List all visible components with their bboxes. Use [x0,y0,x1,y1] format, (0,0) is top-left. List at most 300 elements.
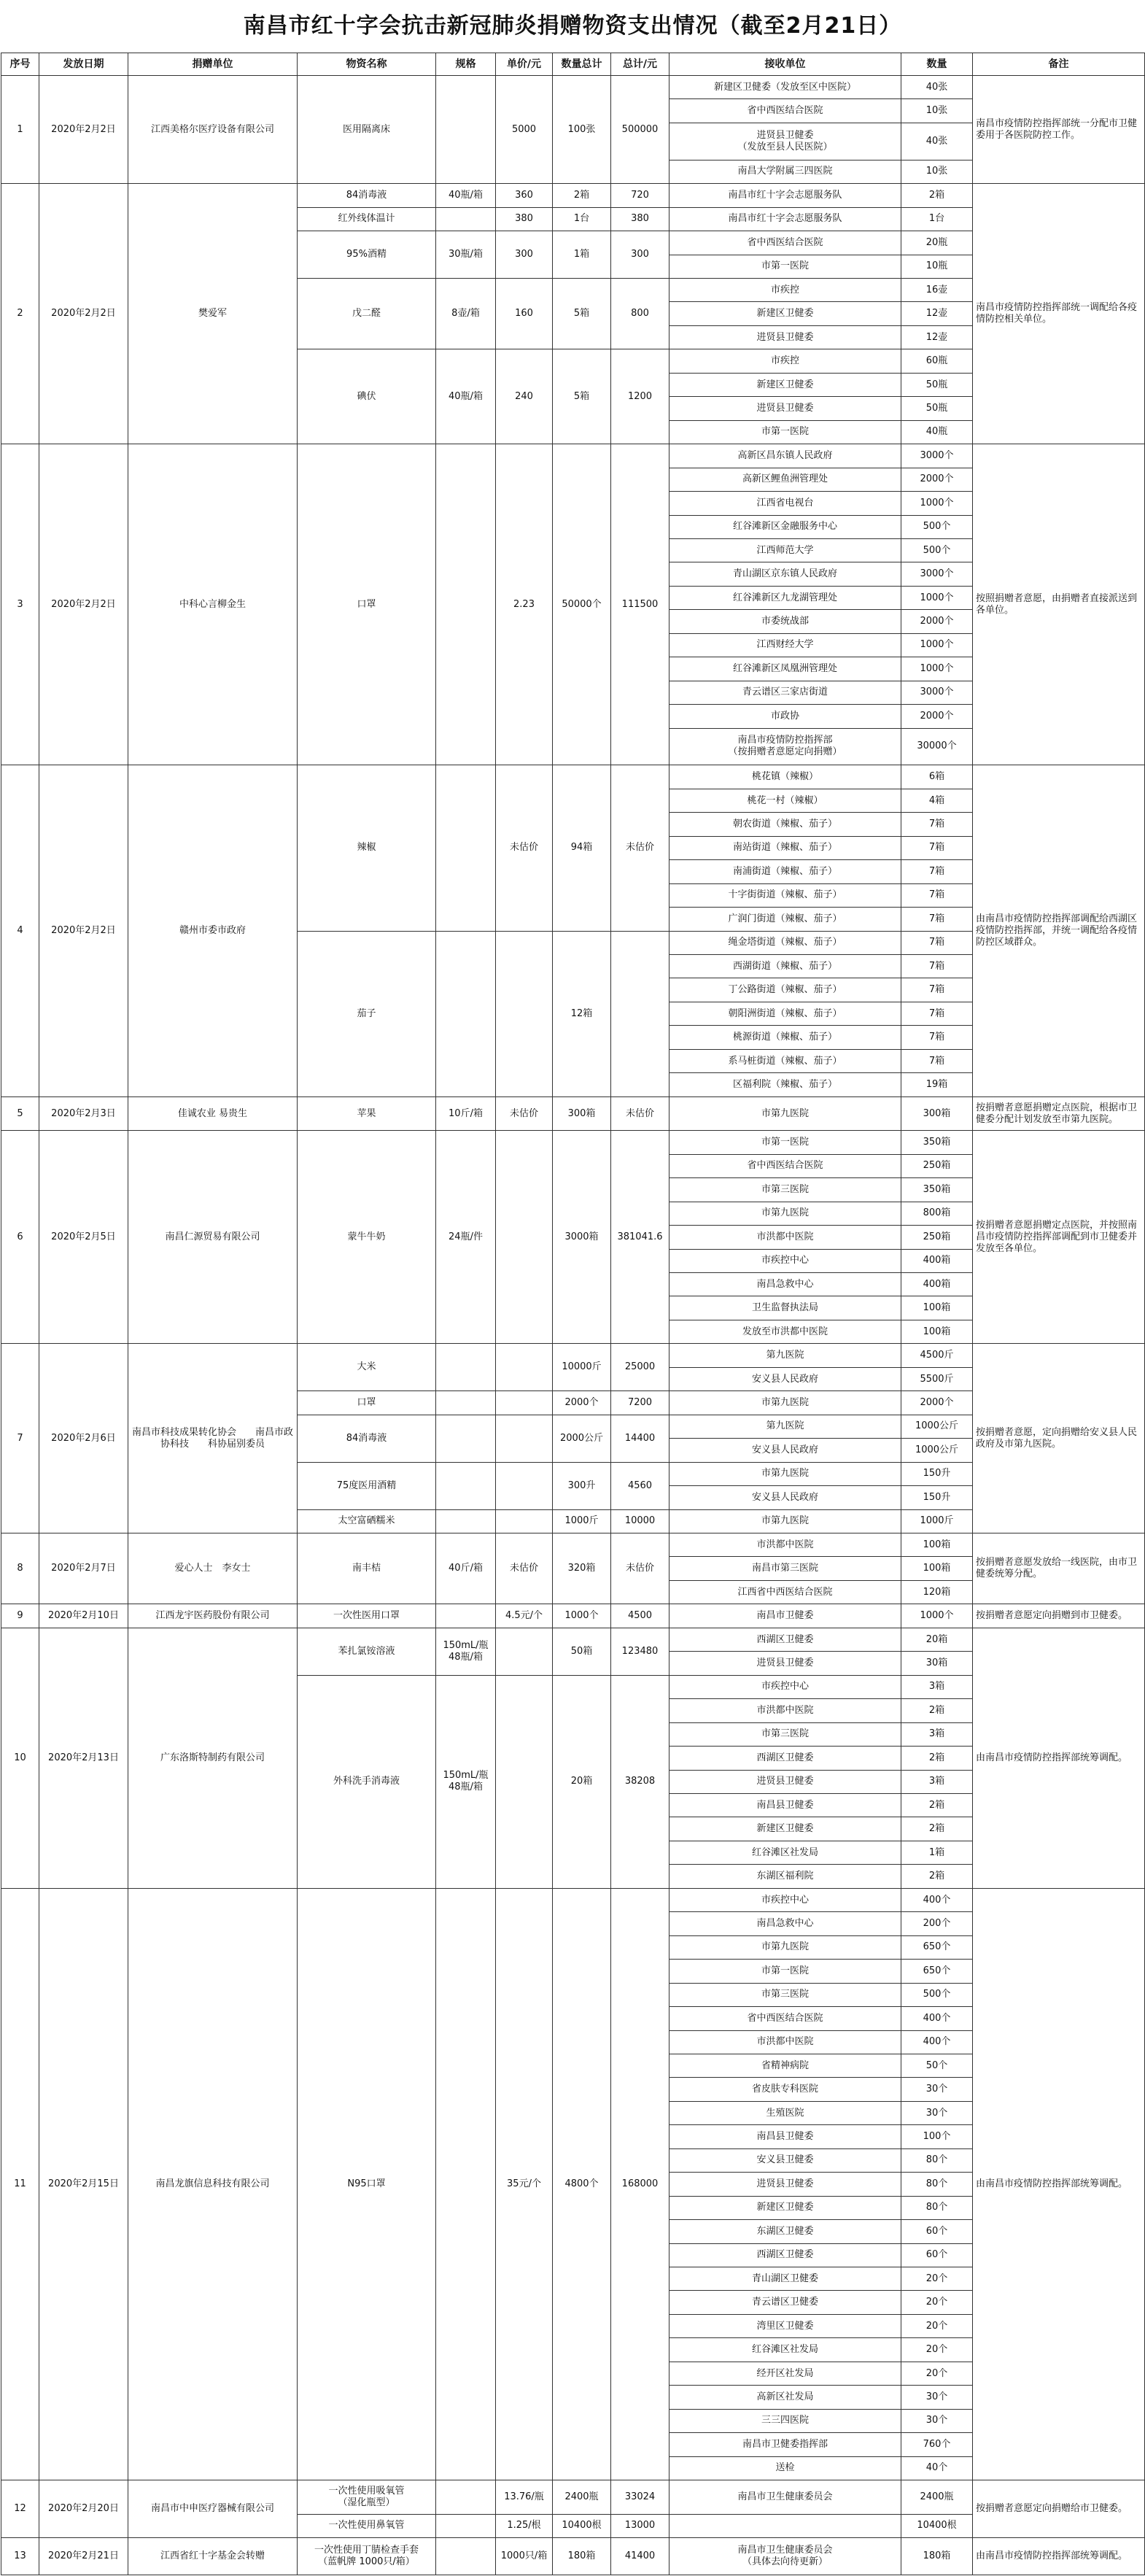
recipient-cell: 市政协 [669,705,901,728]
total-amount-cell: 1200 [611,349,669,444]
recipient-cell: 市第三医院 [669,1178,901,1202]
header-cell: 发放日期 [39,53,128,76]
total-amount-cell: 13000 [611,2514,669,2537]
unit-price-cell: 2.23 [496,444,553,765]
recipient-quantity-cell: 7箱 [901,883,973,907]
material-name-cell: 南丰桔 [298,1533,436,1604]
recipient-cell: 市洪都中医院 [669,1533,901,1556]
table-row [1,1604,1145,1628]
recipient-cell: 系马桩街道（辣椒、茄子） [669,1049,901,1072]
recipient-cell: 桃花一村（辣椒） [669,789,901,812]
recipient-cell: 南昌市卫生健康委员会 [669,2480,901,2515]
row-number-cell: 11 [1,1888,39,2480]
recipient-quantity-cell: 12壶 [901,302,973,325]
recipient-quantity-cell: 20瓶 [901,231,973,255]
material-name-cell: 太空富硒糯米 [298,1509,436,1533]
remark-cell: 按照捐赠者意愿，由捐赠者直接派送到各单位。 [973,444,1145,765]
total-quantity-cell: 100张 [553,76,611,184]
total-quantity-cell: 94箱 [553,765,611,931]
spec-cell: 40瓶/箱 [436,349,496,444]
row-number-cell: 13 [1,2538,39,2575]
remark-cell: 按捐赠者意愿捐赠定点医院，根据市卫健委分配计划发放至市第九医院。 [973,1096,1145,1131]
recipient-quantity-cell: 7箱 [901,1026,973,1049]
recipient-quantity-cell: 500个 [901,515,973,538]
recipient-quantity-cell: 100箱 [901,1557,973,1580]
unit-price-cell [496,1415,553,1462]
material-name-cell: 辣椒 [298,765,436,931]
recipient-quantity-cell: 2000个 [901,1391,973,1415]
material-name-cell: 苹果 [298,1096,436,1131]
recipient-cell: 南昌县卫健委 [669,2125,901,2148]
total-quantity-cell: 10000斤 [553,1344,611,1391]
total-quantity-cell: 2400瓶 [553,2480,611,2515]
recipient-quantity-cell: 100箱 [901,1533,973,1556]
total-quantity-cell: 20箱 [553,1675,611,1888]
recipient-cell: 进贤县卫健委 [669,325,901,349]
donor-cell: 爱心人士 李女士 [128,1533,298,1604]
recipient-quantity-cell: 2箱 [901,1817,973,1841]
total-amount-cell: 111500 [611,444,669,765]
spec-cell [436,1344,496,1391]
unit-price-cell: 未估价 [496,765,553,931]
header-cell: 总计/元 [611,53,669,76]
total-quantity-cell: 300箱 [553,1096,611,1131]
recipient-cell: 进贤县卫健委 [669,1652,901,1675]
recipient-quantity-cell: 40张 [901,76,973,99]
recipient-quantity-cell: 30000个 [901,728,973,765]
recipient-quantity-cell: 7箱 [901,931,973,954]
recipient-cell: 市疾控中心 [669,1249,901,1272]
recipient-cell: 新建区卫健委 [669,302,901,325]
table-row [1,1131,1145,1154]
recipient-quantity-cell: 30个 [901,2078,973,2101]
total-quantity-cell: 3000箱 [553,1131,611,1344]
recipient-cell: 进贤县卫健委 [669,1770,901,1793]
recipient-cell: 红谷滩新区九龙湖管理处 [669,586,901,609]
recipient-cell: 市第九医院 [669,1391,901,1415]
donor-cell: 佳诚农业 易贵生 [128,1096,298,1131]
recipient-cell: 绳金塔街道（辣椒、茄子） [669,931,901,954]
issue-date-cell: 2020年2月13日 [39,1628,128,1888]
spec-cell [436,444,496,765]
recipient-cell: 南昌市第三医院 [669,1557,901,1580]
table-body [1,76,1145,2575]
recipient-cell: 湾里区卫健委 [669,2314,901,2337]
recipient-quantity-cell: 40瓶 [901,420,973,444]
unit-price-cell [496,1344,553,1391]
recipient-cell: 市第一医院 [669,1131,901,1154]
issue-date-cell: 2020年2月2日 [39,184,128,444]
spec-cell [436,1415,496,1462]
total-amount-cell: 380 [611,207,669,231]
recipient-cell: 青云谱区卫健委 [669,2291,901,2314]
recipient-cell: 十字街街道（辣椒、茄子） [669,883,901,907]
table-row [1,1533,1145,1556]
unit-price-cell [496,1675,553,1888]
recipient-cell: 市第三医院 [669,1722,901,1746]
spec-cell [436,765,496,931]
recipient-cell: 南昌县卫健委 [669,1793,901,1817]
donation-table [1,53,1145,2575]
recipient-cell: 省中西医结合医院 [669,231,901,255]
total-quantity-cell: 180箱 [553,2538,611,2575]
recipient-cell: 市疾控 [669,349,901,373]
recipient-quantity-cell: 3箱 [901,1722,973,1746]
recipient-quantity-cell: 5500斤 [901,1367,973,1391]
remark-cell: 按捐赠者意愿定向捐赠给市卫健委。 [973,2480,1145,2538]
issue-date-cell: 2020年2月3日 [39,1096,128,1131]
issue-date-cell: 2020年2月6日 [39,1344,128,1533]
material-name-cell: N95口罩 [298,1888,436,2480]
recipient-quantity-cell: 2箱 [901,1793,973,1817]
material-name-cell: 茄子 [298,931,436,1096]
recipient-quantity-cell: 7箱 [901,955,973,978]
table-row [1,2538,1145,2575]
material-name-cell: 外科洗手消毒液 [298,1675,436,1888]
material-name-cell: 医用隔离床 [298,76,436,184]
recipient-quantity-cell: 2箱 [901,1865,973,1888]
recipient-quantity-cell: 100箱 [901,1320,973,1343]
recipient-quantity-cell: 400个 [901,2030,973,2054]
recipient-quantity-cell: 10瓶 [901,255,973,278]
recipient-cell: 进贤县卫健委 [669,397,901,420]
recipient-quantity-cell: 20个 [901,2362,973,2385]
recipient-quantity-cell: 50瓶 [901,373,973,396]
recipient-quantity-cell: 16壶 [901,278,973,301]
unit-price-cell [496,1509,553,1533]
recipient-cell: 朝农街道（辣椒、茄子） [669,813,901,836]
table-header-row [1,53,1145,76]
total-quantity-cell: 50箱 [553,1628,611,1675]
header-cell: 规格 [436,53,496,76]
recipient-quantity-cell: 760个 [901,2433,973,2456]
recipient-quantity-cell: 30箱 [901,1652,973,1675]
recipient-cell: 安义县人民政府 [669,1367,901,1391]
header-cell: 序号 [1,53,39,76]
total-amount-cell: 168000 [611,1888,669,2480]
issue-date-cell: 2020年2月7日 [39,1533,128,1604]
recipient-quantity-cell: 6箱 [901,765,973,789]
recipient-cell: 生殖医院 [669,2101,901,2124]
total-amount-cell [611,931,669,1096]
total-amount-cell: 800 [611,278,669,349]
total-amount-cell: 未估价 [611,1533,669,1604]
table-row [1,765,1145,789]
recipient-cell: 市洪都中医院 [669,2030,901,2054]
recipient-cell: 市疾控中心 [669,1675,901,1698]
donor-cell: 江西省红十字基金会转赠 [128,2538,298,2575]
material-name-cell: 蒙牛牛奶 [298,1131,436,1344]
total-quantity-cell: 1000斤 [553,1509,611,1533]
material-name-cell: 戊二醛 [298,278,436,349]
table-row [1,2480,1145,2515]
recipient-quantity-cell: 180箱 [901,2538,973,2575]
unit-price-cell: 1000只/箱 [496,2538,553,2575]
recipient-quantity-cell: 60瓶 [901,349,973,373]
recipient-quantity-cell: 7箱 [901,1002,973,1025]
recipient-cell: 东湖区卫健委 [669,2220,901,2243]
recipient-quantity-cell: 20个 [901,2314,973,2337]
recipient-quantity-cell: 1000个 [901,586,973,609]
total-quantity-cell: 10400根 [553,2514,611,2537]
spec-cell [436,76,496,184]
recipient-cell: 市第三医院 [669,1983,901,2006]
recipient-quantity-cell: 80个 [901,2173,973,2196]
donor-cell: 樊爱军 [128,184,298,444]
recipient-cell: 进贤县卫健委 （发放至县人民医院） [669,123,901,160]
recipient-quantity-cell: 7箱 [901,978,973,1002]
spec-cell [436,207,496,231]
issue-date-cell: 2020年2月2日 [39,76,128,184]
recipient-quantity-cell: 2箱 [901,1747,973,1770]
total-quantity-cell: 5箱 [553,278,611,349]
total-amount-cell: 14400 [611,1415,669,1462]
total-quantity-cell: 2000个 [553,1391,611,1415]
row-number-cell: 4 [1,765,39,1096]
unit-price-cell [496,1131,553,1344]
spec-cell [436,2538,496,2575]
recipient-cell: 红谷滩新区金融服务中心 [669,515,901,538]
donor-cell: 南昌市科技成果转化协会 南昌市政协科技 科协届别委员 [128,1344,298,1533]
table-row [1,444,1145,468]
remark-cell: 南昌市疫情防控指挥部统一分配市卫健委用于各医院防控工作。 [973,76,1145,184]
recipient-cell: 市委统战部 [669,610,901,633]
spec-cell [436,1391,496,1415]
recipient-cell: 三三四医院 [669,2409,901,2432]
spec-cell [436,1509,496,1533]
recipient-cell: 南昌急救中心 [669,1273,901,1296]
material-name-cell: 一次性使用吸氧管 （湿化瓶型） [298,2480,436,2515]
recipient-cell: 安义县人民政府 [669,1439,901,1462]
recipient-quantity-cell: 2000个 [901,610,973,633]
recipient-cell: 南昌急救中心 [669,1912,901,1935]
spec-cell [436,2480,496,2515]
total-amount-cell: 25000 [611,1344,669,1391]
row-number-cell: 6 [1,1131,39,1344]
recipient-cell: 市第九医院 [669,1202,901,1225]
row-number-cell: 7 [1,1344,39,1533]
recipient-quantity-cell: 400箱 [901,1273,973,1296]
total-amount-cell: 33024 [611,2480,669,2515]
recipient-quantity-cell: 20个 [901,2267,973,2291]
recipient-quantity-cell: 150升 [901,1462,973,1485]
recipient-quantity-cell: 19箱 [901,1073,973,1096]
recipient-quantity-cell: 1台 [901,207,973,231]
row-number-cell: 2 [1,184,39,444]
recipient-quantity-cell: 1000斤 [901,1509,973,1533]
donor-cell: 南昌龙旗信息科技有限公司 [128,1888,298,2480]
recipient-quantity-cell: 800箱 [901,1202,973,1225]
unit-price-cell: 4.5元/个 [496,1604,553,1628]
material-name-cell: 口罩 [298,1391,436,1415]
recipient-quantity-cell: 30个 [901,2386,973,2409]
total-amount-cell: 720 [611,184,669,207]
spec-cell: 150mL/瓶 48瓶/箱 [436,1675,496,1888]
recipient-quantity-cell: 350箱 [901,1131,973,1154]
recipient-quantity-cell: 650个 [901,1935,973,1959]
header-cell: 单价/元 [496,53,553,76]
recipient-cell: 市第九医院 [669,1096,901,1131]
recipient-quantity-cell: 7箱 [901,813,973,836]
recipient-cell: 第九医院 [669,1415,901,1438]
total-quantity-cell: 2箱 [553,184,611,207]
recipient-quantity-cell: 20个 [901,2338,973,2362]
spec-cell [436,1604,496,1628]
material-name-cell: 84消毒液 [298,184,436,207]
unit-price-cell [496,1391,553,1415]
recipient-quantity-cell: 1000公斤 [901,1415,973,1438]
recipient-quantity-cell: 2000个 [901,705,973,728]
issue-date-cell: 2020年2月10日 [39,1604,128,1628]
donor-cell: 南昌仁源贸易有限公司 [128,1131,298,1344]
spec-cell: 24瓶/件 [436,1131,496,1344]
issue-date-cell: 2020年2月2日 [39,444,128,765]
recipient-cell: 南浦街道（辣椒、茄子） [669,860,901,883]
recipient-cell: 市疾控 [669,278,901,301]
recipient-cell: 南昌市红十字会志愿服务队 [669,207,901,231]
remark-cell: 按捐赠者意愿定向捐赠到市卫健委。 [973,1604,1145,1628]
total-quantity-cell: 1000个 [553,1604,611,1628]
recipient-quantity-cell: 300箱 [901,1096,973,1131]
issue-date-cell: 2020年2月15日 [39,1888,128,2480]
recipient-quantity-cell: 250箱 [901,1226,973,1249]
material-name-cell: 一次性医用口罩 [298,1604,436,1628]
recipient-quantity-cell: 60个 [901,2243,973,2267]
spec-cell: 40瓶/箱 [436,184,496,207]
recipient-quantity-cell: 3000个 [901,562,973,586]
recipient-cell: 青山湖区卫健委 [669,2267,901,2291]
material-name-cell: 大米 [298,1344,436,1391]
recipient-quantity-cell: 80个 [901,2196,973,2219]
recipient-cell: 市疾控中心 [669,1888,901,1911]
recipient-quantity-cell: 30个 [901,2409,973,2432]
recipient-quantity-cell: 7箱 [901,1049,973,1072]
issue-date-cell: 2020年2月2日 [39,765,128,1096]
unit-price-cell: 5000 [496,76,553,184]
unit-price-cell: 300 [496,231,553,279]
recipient-quantity-cell: 80个 [901,2148,973,2172]
recipient-quantity-cell: 40个 [901,2456,973,2480]
recipient-cell: 南昌市卫健委指挥部 [669,2433,901,2456]
recipient-cell: 市第一医院 [669,1960,901,1983]
remark-cell: 南昌市疫情防控指挥部统一调配给各疫情防控相关单位。 [973,184,1145,444]
recipient-cell: 发放至市洪都中医院 [669,1320,901,1343]
table-row [1,1096,1145,1131]
total-amount-cell: 381041.6 [611,1131,669,1344]
unit-price-cell: 1.25/根 [496,2514,553,2537]
recipient-cell: 省中西医结合医院 [669,2007,901,2030]
row-number-cell: 1 [1,76,39,184]
recipient-quantity-cell: 2400瓶 [901,2480,973,2515]
spec-cell [436,1888,496,2480]
unit-price-cell: 380 [496,207,553,231]
material-name-cell: 95%酒精 [298,231,436,279]
issue-date-cell: 2020年2月21日 [39,2538,128,2575]
recipient-quantity-cell: 50个 [901,2054,973,2077]
header-cell: 数量 [901,53,973,76]
recipient-cell: 市第一医院 [669,420,901,444]
recipient-cell: 省中西医结合医院 [669,99,901,123]
remark-cell: 按捐赠者意愿发放给一线医院，由市卫健委统筹分配。 [973,1533,1145,1604]
recipient-cell: 东湖区福利院 [669,1865,901,1888]
total-quantity-cell: 320箱 [553,1533,611,1604]
recipient-quantity-cell: 250箱 [901,1154,973,1177]
recipient-quantity-cell: 2箱 [901,1699,973,1722]
recipient-quantity-cell: 650个 [901,1960,973,1983]
recipient-cell: 省皮肤专科医院 [669,2078,901,2101]
recipient-quantity-cell: 10张 [901,99,973,123]
total-quantity-cell: 2000公斤 [553,1415,611,1462]
recipient-cell: 市第九医院 [669,1935,901,1959]
recipient-cell: 南昌市疫情防控指挥部 （按捐赠者意愿定向捐赠） [669,728,901,765]
issue-date-cell: 2020年2月20日 [39,2480,128,2538]
unit-price-cell: 160 [496,278,553,349]
recipient-quantity-cell: 20个 [901,2291,973,2314]
recipient-cell: 南昌市卫生健康委员会 （具体去向待更新） [669,2538,901,2575]
row-number-cell: 8 [1,1533,39,1604]
spec-cell: 30瓶/箱 [436,231,496,279]
header-cell: 备注 [973,53,1145,76]
row-number-cell: 3 [1,444,39,765]
material-name-cell: 碘伏 [298,349,436,444]
spec-cell: 150mL/瓶 48瓶/箱 [436,1628,496,1675]
recipient-cell: 南昌市卫健委 [669,1604,901,1628]
donor-cell: 赣州市委市政府 [128,765,298,1096]
header-cell: 物资名称 [298,53,436,76]
total-quantity-cell: 1箱 [553,231,611,279]
recipient-cell: 西湖区卫健委 [669,2243,901,2267]
table-row [1,1628,1145,1651]
recipient-quantity-cell: 40张 [901,123,973,160]
recipient-cell: 西湖街道（辣椒、茄子） [669,955,901,978]
recipient-quantity-cell: 7箱 [901,908,973,931]
remark-cell: 由南昌市疫情防控指挥部统筹调配。 [973,2538,1145,2575]
recipient-quantity-cell: 4箱 [901,789,973,812]
recipient-cell: 桃花镇（辣椒） [669,765,901,789]
remark-cell: 按捐赠者意愿捐赠定点医院，并按照南昌市疫情防控指挥部调配到市卫健委并发放至各单位。 [973,1131,1145,1344]
recipient-cell: 南昌大学附属三四医院 [669,160,901,183]
issue-date-cell: 2020年2月5日 [39,1131,128,1344]
material-name-cell: 一次性使用鼻氧管 [298,2514,436,2537]
total-quantity-cell: 300升 [553,1462,611,1509]
recipient-cell: 卫生监督执法局 [669,1296,901,1320]
recipient-quantity-cell: 20箱 [901,1628,973,1651]
unit-price-cell [496,1462,553,1509]
recipient-cell: 市第九医院 [669,1462,901,1485]
unit-price-cell: 240 [496,349,553,444]
recipient-cell: 新建区卫健委（发放至区中医院） [669,76,901,99]
recipient-cell: 安义县人民政府 [669,1486,901,1509]
total-amount-cell: 38208 [611,1675,669,1888]
row-number-cell: 10 [1,1628,39,1888]
recipient-cell: 南站街道（辣椒、茄子） [669,836,901,859]
recipient-cell [669,2514,901,2537]
recipient-quantity-cell: 1000公斤 [901,1439,973,1462]
recipient-quantity-cell: 3000个 [901,681,973,704]
recipient-quantity-cell: 4500斤 [901,1344,973,1367]
recipient-cell: 进贤县卫健委 [669,2173,901,2196]
material-name-cell: 苯扎氯铵溶液 [298,1628,436,1675]
total-amount-cell: 未估价 [611,765,669,931]
recipient-cell: 西湖区卫健委 [669,1747,901,1770]
recipient-cell: 西湖区卫健委 [669,1628,901,1651]
recipient-cell: 新建区卫健委 [669,1817,901,1841]
spec-cell [436,1462,496,1509]
total-amount-cell: 4500 [611,1604,669,1628]
material-name-cell: 一次性使用丁腈检查手套 （蓝帆牌 1000只/箱） [298,2538,436,2575]
recipient-quantity-cell: 2箱 [901,184,973,207]
unit-price-cell: 13.76/瓶 [496,2480,553,2515]
